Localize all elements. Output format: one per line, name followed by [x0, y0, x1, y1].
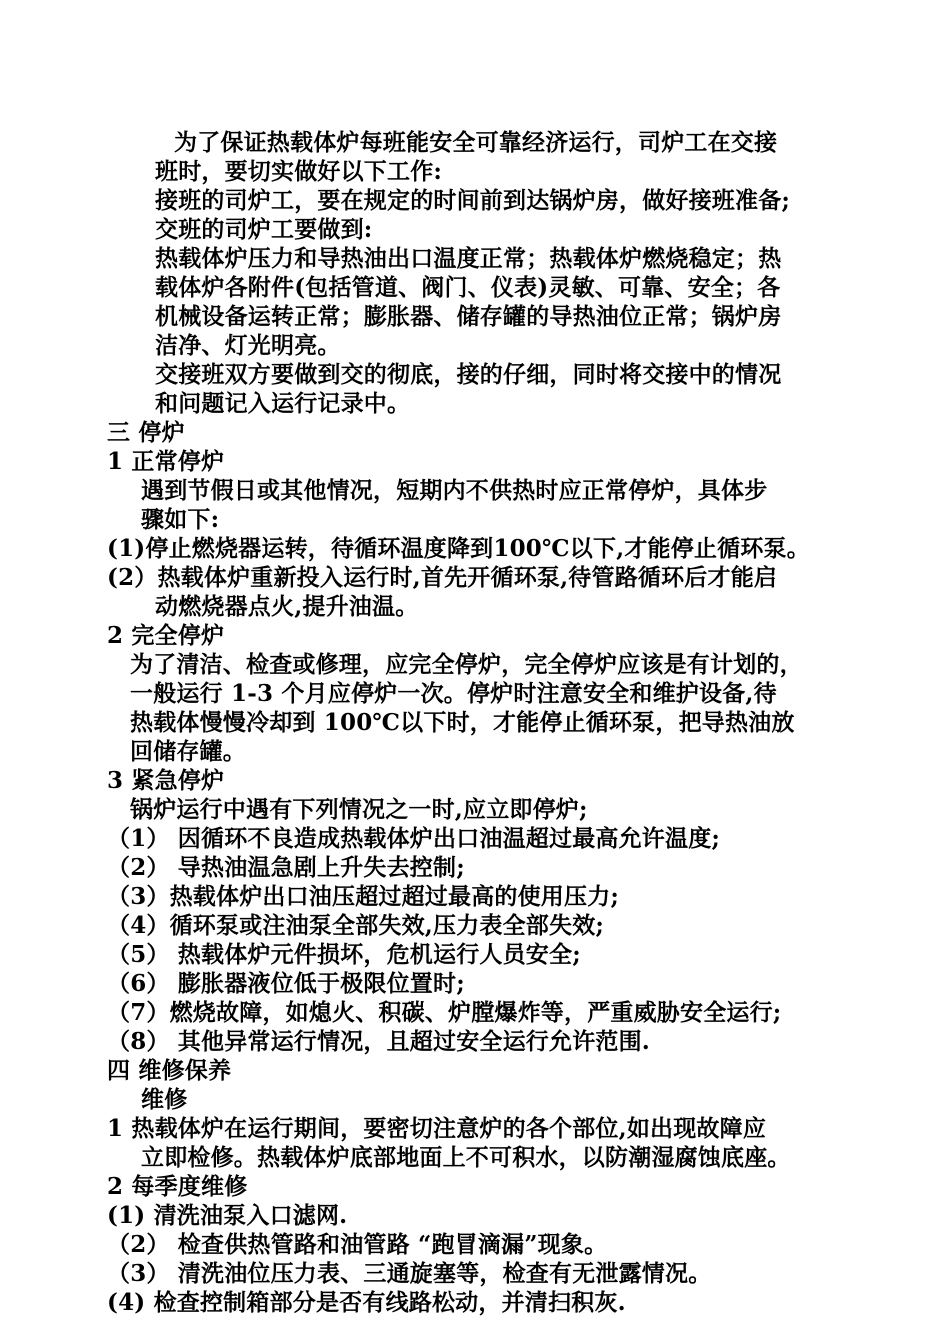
emergency-item-7: （7）燃烧故障，如熄火、积碳、炉膛爆炸等，严重威胁安全运行;: [107, 999, 782, 1026]
section-heading-shutdown: 三 停炉: [107, 419, 185, 446]
handover-both-line-1: 交接班双方要做到交的彻底，接的仔细，同时将交接中的情况: [155, 361, 782, 388]
full-shutdown-line-1: 为了清洁、检查或修理，应完全停炉，完全停炉应该是有计划的，: [130, 651, 803, 678]
normal-shutdown-line-1: 遇到节假日或其他情况，短期内不供热时应正常停炉，具体步: [141, 477, 768, 504]
emergency-item-8: （8） 其他异常运行情况，且超过安全运行允许范围.: [107, 1028, 651, 1055]
handover-give-line-2: 载体炉各附件(包括管道、阀门、仪表)灵敏、可靠、安全；各: [155, 274, 781, 301]
maintenance-item-1-line-1: 1 热载体炉在运行期间，要密切注意炉的各个部位,如出现故障应: [107, 1115, 767, 1142]
handover-give-line-3: 机械设备运转正常；膨胀器、储存罐的导热油位正常；锅炉房: [155, 303, 782, 330]
emergency-item-4: （4）循环泵或注油泵全部失效,压力表全部失效;: [107, 912, 605, 939]
normal-shutdown-step-1: (1)停止燃烧器运转，待循环温度降到100℃以下,才能停止循环泵。: [107, 535, 810, 562]
emergency-item-2: （2） 导热油温急剧上升失去控制;: [107, 854, 465, 881]
full-shutdown-line-2: 一般运行 1-3 个月应停炉一次。停炉时注意安全和维护设备,待: [130, 680, 777, 707]
section-heading-maintenance: 四 维修保养: [107, 1057, 232, 1084]
normal-shutdown-step-2-cont: 动燃烧器点火,提升油温。: [155, 593, 419, 620]
subsection-quarterly-maintenance: 2 每季度维修: [107, 1173, 248, 1200]
handover-give-line-1: 热载体炉压力和导热油出口温度正常；热载体炉燃烧稳定；热: [155, 245, 782, 272]
full-shutdown-line-3: 热载体慢慢冷却到 100℃以下时，才能停止循环泵，把导热油放: [130, 709, 795, 736]
emergency-item-3: （3）热载体炉出口油压超过超过最高的使用压力;: [107, 883, 620, 910]
maintenance-subheading: 维修: [141, 1086, 188, 1113]
emergency-item-5: （5） 热载体炉元件损坏，危机运行人员安全;: [107, 941, 581, 968]
emergency-shutdown-intro: 锅炉运行中遇有下列情况之一时,应立即停炉;: [130, 796, 588, 823]
maintenance-item-1-line-2: 立即检修。热载体炉底部地面上不可积水，以防潮湿腐蚀底座。: [141, 1144, 791, 1171]
normal-shutdown-step-2: (2）热载体炉重新投入运行时,首先开循环泵,待管路循环后才能启: [107, 564, 778, 591]
handover-receive-line: 接班的司炉工，要在规定的时间前到达锅炉房，做好接班准备;: [155, 187, 791, 214]
quarterly-item-1: (1) 清洗油泵入口滤网.: [107, 1202, 348, 1229]
quarterly-item-3: （3） 清洗油位压力表、三通旋塞等，检查有无泄露情况。: [107, 1260, 712, 1287]
normal-shutdown-line-2: 骤如下:: [141, 506, 220, 533]
handover-give-heading: 交班的司炉工要做到:: [155, 216, 373, 243]
full-shutdown-line-4: 回储存罐。: [130, 738, 246, 765]
intro-line-1: 为了保证热载体炉每班能安全可靠经济运行，司炉工在交接: [174, 129, 778, 156]
handover-give-line-4: 洁净、灯光明亮。: [155, 332, 341, 359]
subsection-normal-shutdown: 1 正常停炉: [107, 448, 225, 475]
quarterly-item-4: (4) 检查控制箱部分是否有线路松动，并清扫积灰.: [107, 1289, 626, 1316]
subsection-full-shutdown: 2 完全停炉: [107, 622, 225, 649]
quarterly-item-2: （2） 检查供热管路和油管路 “跑冒滴漏”现象。: [107, 1231, 608, 1258]
emergency-item-6: （6） 膨胀器液位低于极限位置时;: [107, 970, 465, 997]
subsection-emergency-shutdown: 3 紧急停炉: [107, 767, 225, 794]
intro-line-2: 班时，要切实做好以下工作:: [155, 158, 443, 185]
handover-both-line-2: 和问题记入运行记录中。: [155, 390, 411, 417]
emergency-item-1: （1） 因循环不良造成热载体炉出口油温超过最高允许温度;: [107, 825, 721, 852]
